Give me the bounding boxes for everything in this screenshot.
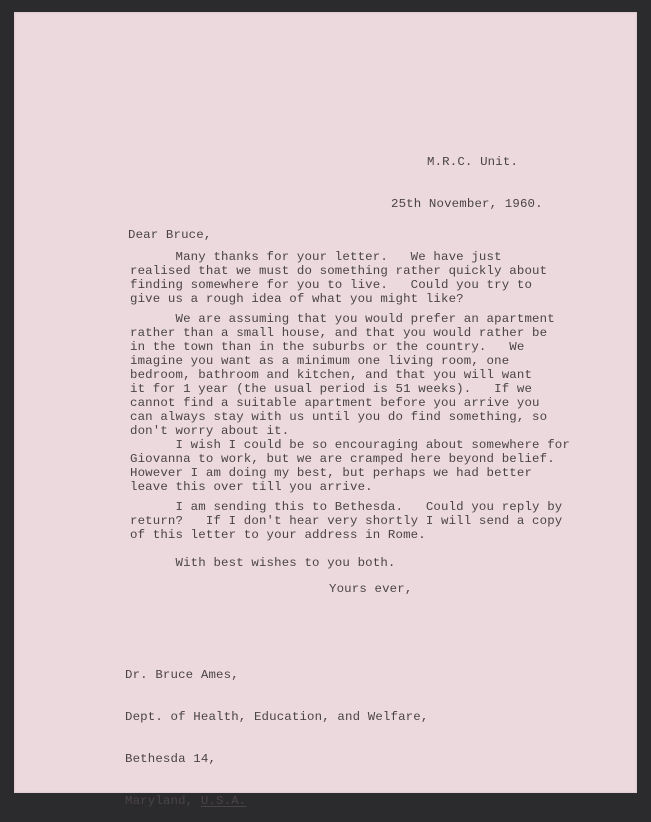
paragraph-5: With best wishes to you both. bbox=[130, 556, 396, 570]
recipient-country: U.S.A. bbox=[200, 794, 247, 808]
paragraph-2: We are assuming that you would prefer an apartment rather than a small house, and that you would rather be in the town than in the suburbs or the country. We imagine you want as a minimum one living room, one bedroom, bathroom and kitchen, and that you will want it for 1 year (the usual period is 51 weeks). If we cannot find a suitable apartment before you arrive you can always stay with us until you do find something, so don't worry about it. bbox=[130, 312, 555, 438]
recipient-address bbox=[125, 640, 428, 822]
recipient-dept: Dept. of Health, Education, and Welfare, bbox=[125, 710, 429, 724]
letter-date: 25th November, 1960. bbox=[391, 197, 543, 211]
recipient-city: Bethesda 14, bbox=[125, 752, 217, 766]
letter-heading bbox=[391, 127, 543, 225]
recipient-state-line bbox=[125, 794, 428, 808]
recipient-name: Dr. Bruce Ames, bbox=[125, 668, 239, 682]
paragraph-1: Many thanks for your letter. We have just realised that we must do something rather quickly about finding somewhere for you to live. Could you try to give us a rough idea of what you might like? bbox=[130, 250, 548, 306]
recipient-state: Maryland, bbox=[125, 794, 201, 808]
paragraph-3: I wish I could be so encouraging about somewhere for Giovanna to work, but we are cramped here beyond belief. However I am doing my best, but perhaps we had better leave this over till you arrive. bbox=[130, 438, 570, 494]
paragraph-4: I am sending this to Bethesda. Could you reply by return? If I don't hear very shortly I will send a copy of this letter to your address in Rome. bbox=[130, 500, 563, 542]
salutation: Dear Bruce, bbox=[128, 228, 212, 242]
unit-name: M.R.C. Unit. bbox=[427, 155, 519, 169]
closing: Yours ever, bbox=[329, 582, 413, 596]
